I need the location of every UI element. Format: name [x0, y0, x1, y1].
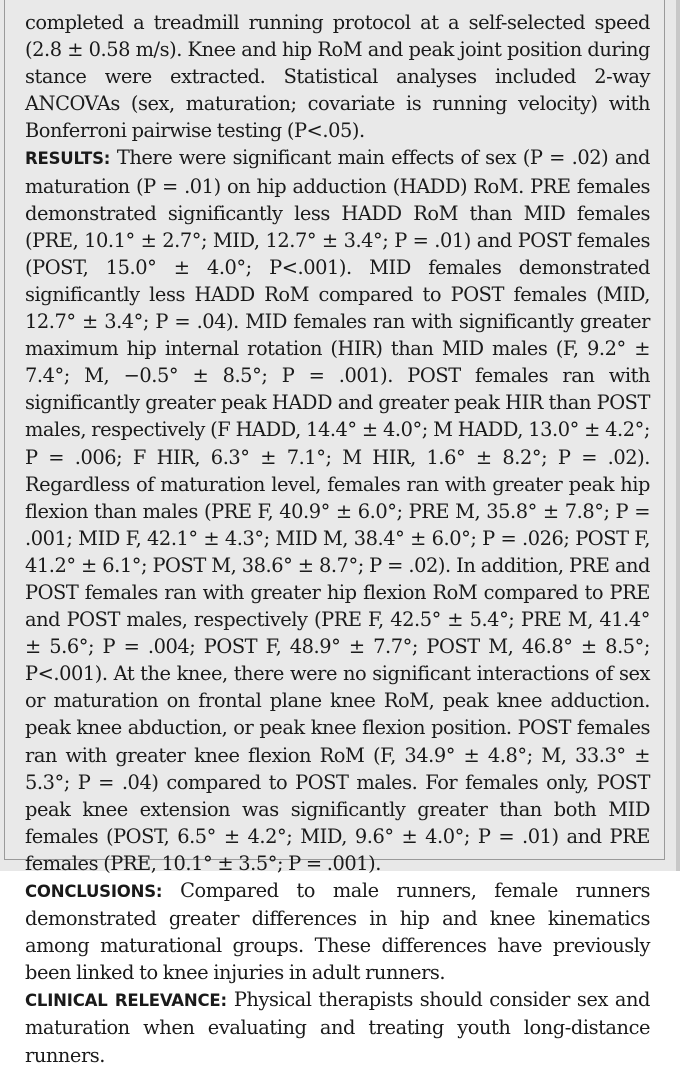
results-label: RESULTS:: [25, 149, 111, 169]
clinical-relevance-label: CLINICAL RELEVANCE:: [25, 991, 227, 1011]
abstract-box: [4, 0, 665, 1067]
results-paragraph: [25, 144, 650, 877]
methods-paragraph: [25, 9, 650, 144]
conclusions-label: CONCLUSIONS:: [25, 882, 163, 901]
conclusions-text: Compared to male runners, female runners demonstrated greater differences in hip and knee kinematics among maturational groups. These differences have previously been linked to knee injuries in adult runners.: [25, 879, 650, 985]
page-edge: [676, 0, 680, 871]
clinical-relevance-text: Physical therapists should consider sex and maturation when evaluating and treating youth long-distance runners.: [25, 988, 650, 1067]
clinical-relevance-paragraph: [25, 986, 650, 1068]
results-text: There were significant main effects of sex (P = .02) and maturation (P = .01) on hip adduction (HADD) RoM. PRE females demonstrated significantly less HADD RoM than MID females (PRE, 10.1° ± 2.7°; MID, 12.7° ± 3.4°; P = .01) and POST females (POST, 15.0° ± 4.0°; P<.001). MID females demonstrated significantly less HADD RoM compared to POST females (MID, 12.7° ± 3.4°; P = .04). MID females ran with significantly greater maximum hip internal rotation (HIR) than MID males (F, 9.2° ± 7.4°; M, −0.5° ± 8.5°; P = .001). POST females ran with significantly greater peak HADD and greater peak HIR than POST males, respectively (F HADD, 14.4° ± 4.0°; M HADD, 13.0° ± 4.2°; P = .006; F HIR, 6.3° ± 7.1°; M HIR, 1.6° ± 8.2°; P = .02). Regardless of maturation level, females ran with greater peak hip flexion than males (PRE F, 40.9° ± 6.0°; PRE M, 35.8° ± 7.8°; P = .001; MID F, 42.1° ± 4.3°; MID M, 38.4° ± 6.0°; P = .026; POST F, 41.2° ± 6.1°; POST M, 38.6° ± 8.7°; P = .02). In addition, PRE and POST females ran with greater hip flexion RoM compared to PRE and POST males, respectively (PRE F, 42.5° ± 5.4°; PRE M, 41.4° ± 5.6°; P = .004; POST F, 48.9° ± 7.7°; POST M, 46.8° ± 8.5°; P<.001). At the knee, there were no significant interactions of sex or maturation on frontal plane knee RoM, peak knee adduction. peak knee abduction, or peak knee flexion position. POST females ran with greater knee flexion RoM (F, 34.9° ± 4.8°; M, 33.3° ± 5.3°; P = .04) compared to POST males. For females only, POST peak knee extension was significantly greater than both MID females (POST, 6.5° ± 4.2°; MID, 9.6° ± 4.0°; P = .01) and PRE females (PRE, 10.1° ± 3.5°; P = .001).: [25, 146, 650, 875]
conclusions-paragraph: [25, 877, 650, 986]
methods-text: completed a treadmill running protocol at a self-selected speed (2.8 ± 0.58 m/s). Knee and hip RoM and peak joint position during stance were extracted. Statistical analyses included 2-way ANCOVAs (sex, maturation; covariate is running velocity) with Bonferroni pairwise testing (P<.05).: [25, 11, 650, 143]
